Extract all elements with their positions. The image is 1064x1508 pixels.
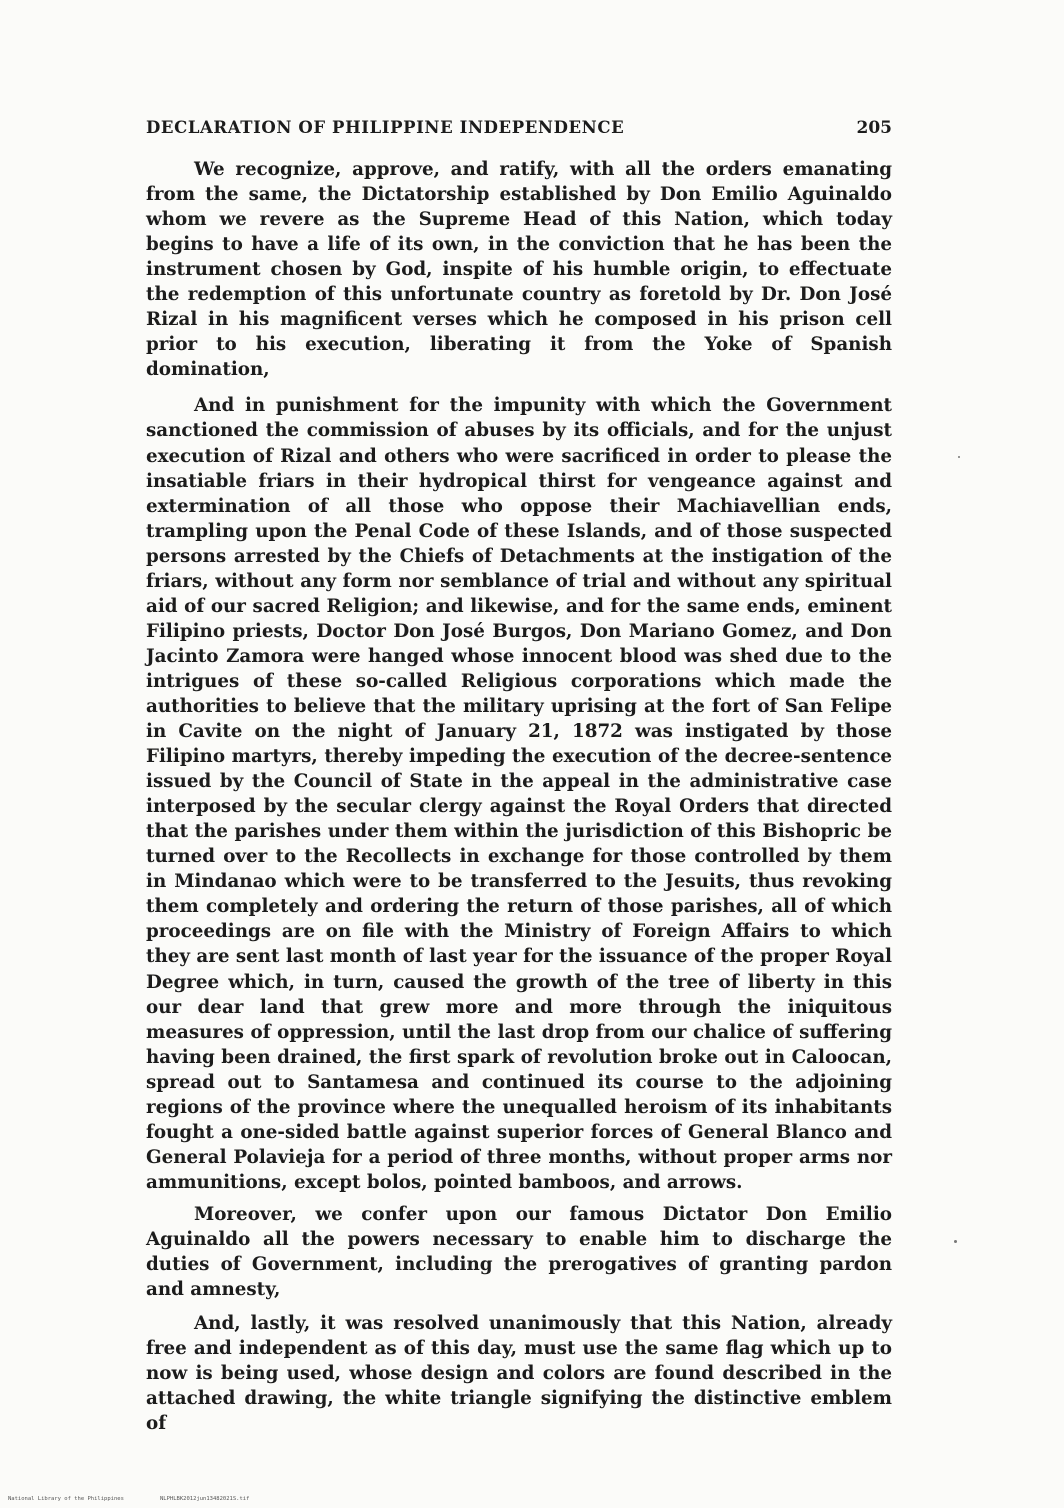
scan-speck [954, 1240, 957, 1243]
paragraph-punishment-grievances: And in punishment for the impunity with which the Government sanctioned the commission of abuses by its officials, and for the unjust execution of Rizal and others who were sacrificed in order to please the insatiable friars in their hydropical thirst for vengeance against and extermination of all those who oppose their Machiavellian ends, trampling upon the Penal Code of these Islands, and of those suspected persons arrested by the Chiefs of Detachments at the instigation of the friars, without any form nor semblance of trial and without any spiritual aid of our sacred Religion; and likewise, and for the same ends, eminent Filipino priests, Doctor Don José Burgos, Don Mariano Gomez, and Don Jacinto Zamora were hanged whose innocent blood was shed due to the intrigues of these so-called Religious corporations which made the authorities to believe that the military uprising at the fort of San Felipe in Cavite on the night of January 21, 1872 was instigated by those Filipino martyrs, thereby impeding the execution of the decree-sentence issued by the Council of State in the appeal in the administrative case interposed by the secular clergy against the Royal Orders that directed that the parishes under them within the jurisdiction of this Bishopric be turned over to the Recollects in exchange for those controlled by them in Mindanao which were to be transferred to the Jesuits, thus revoking them completely and ordering the return of those parishes, all of which proceedings are on file with the Ministry of Foreign Affairs to which they are sent last month of last year for the issuance of the proper Royal Degree which, in turn, caused the growth of the tree of liberty in this our dear land that grew more and more through the iniquitous measures of oppression, until the last drop from our chalice of suffering having been drained, the first spark of revolution broke out in Caloocan, spread out to Santamesa and continued its course to the adjoining regions of the province where the unequalled heroism of its inhabitants fought a one-sided battle against superior forces of General Blanco and General Polavieja for a period of three months, without proper arms nor ammunitions, except bolos, pointed bamboos, and arrows. [146, 395, 892, 1193]
page-number: 205 [856, 118, 892, 138]
paragraph-dictatorship-ratification: We recognize, approve, and ratify, with all the orders emanating from the same, the Dictatorship established by Don Emilio Aguinaldo whom we revere as the Supreme Head of this Nation, which today begins to have a life of its own, in the conviction that he has been the instrument chosen by God, inspite of his humble origin, to effectuate the redemption of this unfortunate country as foretold by Dr. Don José Rizal in his magnificent verses which he composed in his prison cell prior to his execution, liberating it from the Yoke of Spanish domination, [146, 159, 892, 381]
library-watermark: National Library of the Philippines [8, 1496, 124, 1502]
body-text [146, 157, 892, 1436]
page-header [146, 112, 892, 142]
paragraph-dictator-powers: Moreover, we confer upon our famous Dictator Don Emilio Aguinaldo all the powers necessary to enable him to discharge the duties of Government, including the prerogatives of granting pardon and amnesty, [146, 1203, 892, 1301]
scan-file-code: NLPHLBK2012jun13482021S.tif [160, 1496, 250, 1502]
running-head: DECLARATION OF PHILIPPINE INDEPENDENCE [146, 118, 625, 137]
paragraph-national-flag: And, lastly, it was resolved unanimously that this Nation, already free and independent as of this day, must use the same flag which up to now is being used, whose design and colors are found described in the attached drawing, the white triangle signifying the distinctive emblem of [146, 1313, 892, 1435]
scan-speck [958, 456, 960, 458]
